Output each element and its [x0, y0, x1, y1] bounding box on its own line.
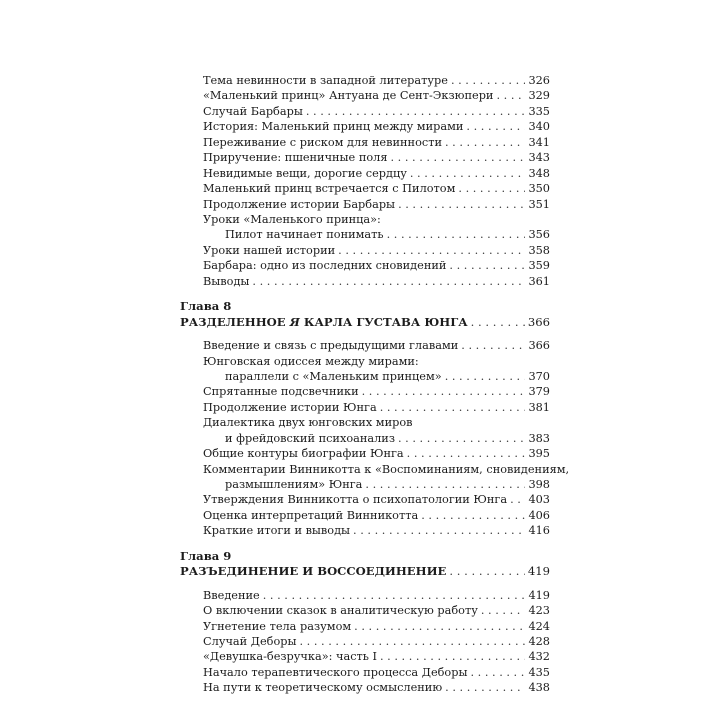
- page-number: 424: [528, 619, 550, 633]
- toc-entry: Начало терапевтического процесса Деборы . . . 435: [180, 665, 550, 680]
- leader-dots: [445, 369, 526, 384]
- toc-entry: Спрятанные подсвечники . . . 379: [180, 384, 550, 399]
- toc-entry-line1: Юнговская одиссея между мирами:: [203, 354, 419, 368]
- leader-dots: [461, 338, 525, 353]
- toc-section-chapter-9: [180, 588, 550, 696]
- page-number: 343: [528, 151, 550, 165]
- leader-dots: [338, 243, 525, 258]
- leader-dots: [449, 564, 524, 579]
- toc-entry: Общие контуры биографии Юнга . . . 395: [180, 446, 550, 461]
- chapter-9-title: РАЗЪЕДИНЕНИЕ И ВОССОЕДИНЕНИЕ . . . 419: [180, 564, 550, 579]
- chapter-9-label: Глава 9: [180, 548, 232, 563]
- toc-entry: На пути к теоретическому осмыслению . . . 438: [180, 680, 550, 695]
- leader-dots: [471, 315, 525, 330]
- page-number: 403: [528, 493, 550, 507]
- leader-dots: [353, 523, 525, 538]
- toc-entry: Невидимые вещи, дорогие сердцу . . . 348: [180, 166, 550, 181]
- toc-entry: размышлениям» Юнга . . . 398: [180, 477, 550, 492]
- page-number: 419: [528, 588, 550, 602]
- toc-entry: Угнетение тела разумом . . . 424: [180, 619, 550, 634]
- leader-dots: [390, 150, 525, 165]
- page-number: 326: [528, 74, 550, 87]
- page-number: 379: [528, 385, 550, 399]
- toc-entry: Маленький принц встречается с Пилотом . . . 350: [180, 181, 550, 196]
- page-number: 341: [528, 135, 550, 149]
- toc-entry: и фрейдовский психоанализ . . . 383: [180, 431, 550, 446]
- page-number: 381: [528, 400, 550, 414]
- toc-entry: Переживание с риском для невинности . . . 341: [180, 135, 550, 150]
- toc-entry-line1: Комментарии Винникотта к «Воспоминаниям, сновидениям,: [203, 462, 570, 476]
- page-number: 432: [528, 650, 550, 664]
- toc-entry: «Маленький принц» Антуана де Сент-Экзюпери . . . 329: [180, 88, 550, 103]
- toc-entry: Приручение: пшеничные поля . . . 343: [180, 150, 550, 165]
- page-number: 383: [528, 431, 550, 445]
- page-number: 329: [528, 89, 550, 103]
- page-number: 438: [528, 681, 550, 695]
- toc-entry: Уроки нашей истории . . . 358: [180, 243, 550, 258]
- table-of-contents: [180, 73, 570, 696]
- page-number: 423: [528, 604, 550, 618]
- leader-dots: [410, 166, 526, 181]
- leader-dots: [398, 431, 525, 446]
- toc-entry: Тема невинности в западной литературе . . . 326: [180, 73, 550, 88]
- toc-entry: История: Маленький принц между мирами . . . 340: [180, 119, 550, 134]
- toc-entry: «Девушка-безручка»: часть I . . . 432: [180, 649, 550, 664]
- toc-entry: Оценка интерпретаций Винникотта . . . 406: [180, 508, 550, 523]
- page-number: 361: [528, 274, 550, 288]
- toc-entry: Краткие итоги и выводы . . . 416: [180, 523, 550, 538]
- chapter-8-label: Глава 8: [180, 299, 232, 314]
- leader-dots: [380, 400, 526, 415]
- page-number: 335: [528, 104, 550, 118]
- page-number: 435: [528, 665, 550, 679]
- leader-dots: [470, 665, 525, 680]
- page-number: 348: [528, 166, 550, 180]
- toc-entry: Продолжение истории Юнга . . . 381: [180, 400, 550, 415]
- leader-dots: [362, 384, 526, 399]
- page-number: 398: [528, 478, 550, 491]
- leader-dots: [398, 197, 525, 212]
- page-number: 358: [528, 243, 550, 257]
- leader-dots: [510, 492, 525, 507]
- leader-dots: [387, 227, 526, 242]
- toc-entry: Случай Деборы . . . 428: [180, 634, 550, 649]
- page-number: 366: [527, 314, 550, 329]
- toc-entry: Введение и связь с предыдущими главами . . . 366: [180, 338, 550, 353]
- page-number: 356: [528, 228, 550, 242]
- page-number: 340: [528, 120, 550, 134]
- toc-entry-line1: Диалектика двух юнговских миров: [203, 416, 413, 430]
- leader-dots: [365, 477, 525, 492]
- leader-dots: [306, 104, 526, 119]
- page-number: 416: [528, 524, 550, 538]
- leader-dots: [300, 634, 526, 649]
- toc-entry: Случай Барбары . . . 335: [180, 104, 550, 119]
- page-number: 370: [528, 369, 550, 383]
- page-number: 366: [528, 339, 550, 353]
- toc-entry: параллели с «Маленьким принцем» . . . 370: [180, 369, 550, 384]
- leader-dots: [252, 274, 525, 289]
- toc-entry: Пилот начинает понимать . . . 356: [180, 227, 550, 242]
- leader-dots: [407, 446, 526, 461]
- page-number: 359: [528, 259, 550, 273]
- leader-dots: [421, 508, 525, 523]
- leader-dots: [481, 603, 526, 618]
- toc-entry: Выводы . . . 361: [180, 274, 550, 289]
- leader-dots: [380, 649, 525, 664]
- toc-section-previous: [180, 73, 550, 289]
- leader-dots: [496, 88, 525, 103]
- toc-entry: Продолжение истории Барбары . . . 351: [180, 197, 550, 212]
- page-number: 395: [528, 447, 550, 461]
- toc-entry-line1: Уроки «Маленького принца»:: [203, 212, 381, 226]
- toc-section-chapter-8: [180, 338, 570, 539]
- page-number: 350: [528, 182, 550, 196]
- toc-entry: Введение . . . 419: [180, 588, 550, 603]
- toc-entry: О включении сказок в аналитическую работу . . . 423: [180, 603, 550, 618]
- toc-entry: Утверждения Винникотта о психопатологии Юнга . . . 403: [180, 492, 550, 507]
- page-number: 428: [528, 635, 550, 648]
- leader-dots: [445, 680, 525, 695]
- leader-dots: [263, 588, 526, 603]
- leader-dots: [451, 73, 526, 88]
- leader-dots: [449, 258, 525, 273]
- toc-entry: Барбара: одно из последних сновидений . . . 359: [180, 258, 550, 273]
- page-number: 406: [528, 508, 550, 522]
- leader-dots: [458, 181, 525, 196]
- leader-dots: [466, 119, 525, 134]
- page-number: 351: [528, 197, 550, 211]
- chapter-8-title: РАЗДЕЛЕННОЕ Я КАРЛА ГУСТАВА ЮНГА . . . 366: [180, 315, 550, 330]
- page-number: 419: [527, 564, 550, 579]
- leader-dots: [354, 619, 525, 634]
- leader-dots: [445, 135, 525, 150]
